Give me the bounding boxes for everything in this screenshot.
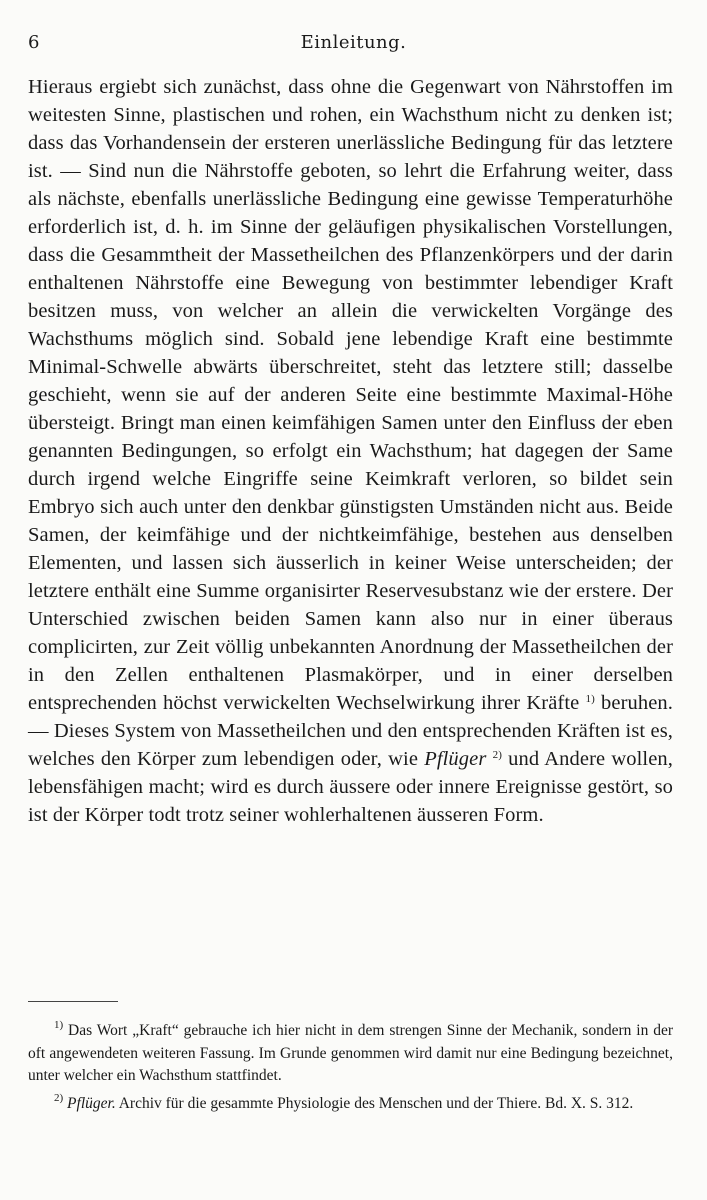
- footnote-1-text: Das Wort „Kraft“ gebrauche ich hier nicht in dem strengen Sinne der Mechanik, sondern in der oft angewendeten weiteren Fassung. Im Grunde genommen wird damit nur eine Bedingung bezeichnet, unter welcher ein Wachsthum stattfindet.: [28, 1022, 673, 1084]
- author-name-pflueger: Pflüger: [424, 748, 487, 770]
- page-header: [28, 28, 679, 58]
- footnote-1: [28, 1020, 673, 1088]
- paragraph-text-part-2: beruhen. — Dieses System von Massetheilchen und den entsprechenden Kräften ist es, welches den Körper zum lebendigen oder, wie: [28, 692, 673, 770]
- footnote-marker-1: 1): [54, 1019, 64, 1031]
- paragraph-text-part-3: und Andere wollen, lebensfähigen macht; wird es durch äussere oder innere Ereignisse gestört, so ist der Körper todt trotz seiner wohlerhaltenen äusseren Form.: [28, 748, 673, 826]
- footnote-reference-1: 1): [585, 693, 595, 705]
- footnote-marker-2: 2): [54, 1091, 64, 1104]
- paragraph-text-part-1: Hieraus ergiebt sich zunächst, dass ohne die Gegenwart von Nährstoffen im weitesten Sinne, plastischen und rohen, ein Wachsthum nicht zu denken ist; dass das Vorhandensein der ersteren unerlässliche Bedingung für das letztere ist. — Sind nun die Nährstoffe geboten, so lehrt die Erfahrung weiter, dass als nächste, ebenfalls unerlässliche Bedingung eine gewisse Temperaturhöhe erforderlich ist, d. h. im Sinne der geläufigen physikalischen Vorstellungen, dass die Gesammtheit der Massetheilchen des Pflanzenkörpers und der darin enthaltenen Nährstoffe eine Bewegung von bestimmter lebendiger Kraft besitzen muss, von welcher an allein die verwickelten Vorgänge des Wachsthums möglich sind. Sobald jene lebendige Kraft eine bestimmte Minimal-Schwelle abwärts überschreitet, steht das letztere still; dasselbe geschieht, wenn sie auf der anderen Seite eine bestimmte Maximal-Höhe übersteigt. Bringt man einen keimfähigen Samen unter den Einfluss der eben genannten Bedingungen, so erfolgt ein Wachsthum; hat dagegen der Same durch irgend welche Eingriffe seine Keimkraft verloren, so bildet sein Embryo sich auch unter den denkbar günstigsten Umständen nicht aus. Beide Samen, der keimfähige und der nichtkeimfähige, bestehen aus denselben Elementen, und lassen sich äusserlich in keiner Weise unterscheiden; der letztere enthält eine Summe organisirter Reservesubstanz wie der erstere. Der Unterschied zwischen beiden Samen kann also nur in einer überaus complicirten, zur Zeit völlig unbekannten Anordnung der Massetheilchen der in den Zellen enthaltenen Plasmakörper, und in einer derselben entsprechenden höchst verwickelten Wechselwirkung ihrer Kräfte: [28, 76, 673, 714]
- footnote-2-text: Archiv für die gesammte Physiologie des Menschen und der Thiere. Bd. X. S. 312.: [115, 1094, 634, 1112]
- main-paragraph: [28, 73, 673, 829]
- footnotes: [28, 1020, 673, 1120]
- running-head: Einleitung.: [300, 32, 407, 53]
- footnote-reference-2: 2): [492, 749, 502, 761]
- footnote-2: [28, 1093, 673, 1116]
- footnote-divider: [28, 1001, 118, 1002]
- page-number: 6: [28, 32, 40, 53]
- footnote-2-author: Pflüger.: [67, 1094, 116, 1112]
